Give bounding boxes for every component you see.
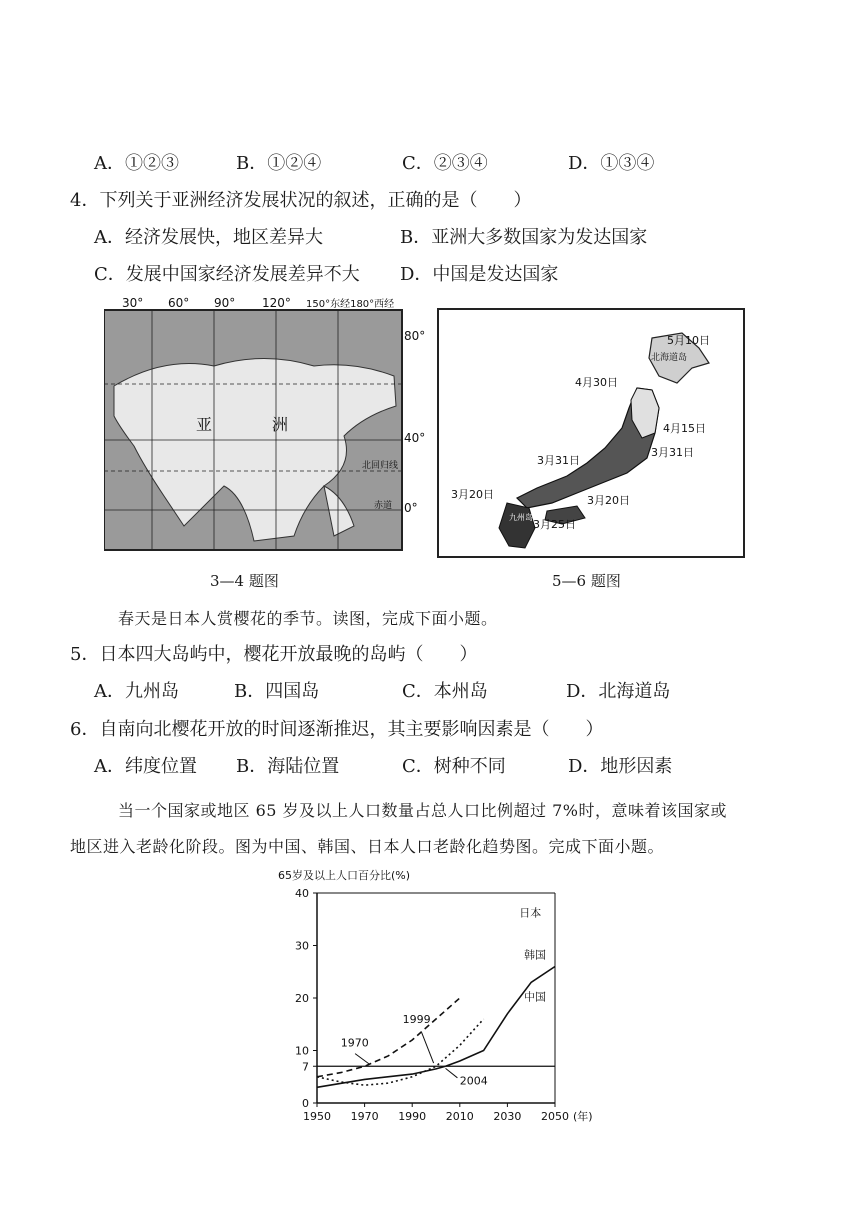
map1-right-label: 40° [404, 431, 426, 445]
japan-map [437, 308, 747, 560]
japan-label-mar31-east: 3月31日 [651, 446, 694, 459]
japan-label-hokkaido: 北海道岛 [651, 353, 688, 363]
q3-option-a: A．①②③ [94, 153, 179, 174]
map1-label-tropic: 北回归线 [362, 461, 399, 471]
intro-7-8-line2: 地区进入老龄化阶段。图为中国、韩国、日本人口老龄化趋势图。完成下面小题。 [70, 837, 665, 856]
q6-stem: 6．自南向北樱花开放的时间逐渐推迟，其主要影响因素是（ ） [70, 719, 604, 740]
map1-label-equator: 赤道 [374, 501, 393, 511]
intro-7-8-line1: 当一个国家或地区 65 岁及以上人口数量占总人口比例超过 7%时，意味着该国家或 [118, 801, 728, 820]
map1-top-label: 60° [168, 296, 190, 310]
q4-option-a: A．经济发展快，地区差异大 [94, 227, 323, 248]
y-tick-label: 7 [302, 1060, 309, 1074]
q5-option-b: B．四国岛 [234, 681, 320, 702]
q4-option-d: D．中国是发达国家 [400, 264, 559, 285]
x-axis-unit: (年) [573, 1110, 593, 1123]
aging-chart [270, 865, 610, 1130]
q3-option-b: B．①②④ [236, 153, 322, 174]
q6-option-c: C．树种不同 [402, 756, 506, 777]
x-tick-label: 2030 [493, 1110, 522, 1123]
japan-label-may10: 5月10日 [667, 334, 710, 347]
annotation-arrow-1999 [422, 1033, 434, 1063]
q4-option-b: B．亚洲大多数国家为发达国家 [400, 227, 648, 248]
map1-top-label: 150°东经180°西经 [306, 299, 395, 310]
map1-right-label: 0° [404, 501, 418, 515]
y-tick-label: 40 [295, 887, 309, 900]
japan-label-kyushu: 九州岛 [509, 513, 533, 522]
series-label-中国: 中国 [524, 990, 547, 1004]
chart-ylabel: 65岁及以上人口百分比(%) [278, 869, 411, 882]
map1-label-zhou: 洲 [272, 415, 289, 434]
q4-option-c: C．发展中国家经济发展差异不大 [94, 264, 360, 285]
map2-caption: 5—6 题图 [552, 572, 621, 590]
q6-option-a: A．纬度位置 [94, 756, 197, 777]
y-tick-label: 10 [295, 1044, 309, 1058]
q3-option-c: C．②③④ [402, 153, 488, 174]
q6-option-d: D．地形因素 [568, 756, 673, 777]
q5-option-d: D．北海道岛 [566, 681, 671, 702]
annotation-1970: 1970 [340, 1036, 369, 1050]
x-tick-label: 1970 [350, 1110, 379, 1123]
map1-caption: 3—4 题图 [210, 572, 279, 590]
asia-map [104, 296, 434, 554]
x-tick-label: 2010 [445, 1110, 474, 1123]
japan-label-mar20-east: 3月20日 [587, 494, 630, 507]
x-tick-label: 1990 [398, 1110, 427, 1123]
q3-option-d: D．①③④ [568, 153, 655, 174]
japan-label-mar20-west: 3月20日 [451, 488, 494, 501]
annotation-2004: 2004 [459, 1074, 488, 1088]
x-tick-label: 2050 [541, 1110, 569, 1123]
series-label-日本: 日本 [519, 906, 542, 920]
intro-5-6: 春天是日本人赏樱花的季节。读图，完成下面小题。 [118, 609, 498, 628]
q5-stem: 5．日本四大岛屿中，樱花开放最晚的岛屿（ ） [70, 644, 478, 665]
series-label-韩国: 韩国 [524, 948, 547, 962]
y-tick-label: 30 [295, 939, 309, 953]
x-tick-label: 1950 [303, 1110, 331, 1123]
q5-option-c: C．本州岛 [402, 681, 488, 702]
japan-label-mar31-west: 3月31日 [537, 454, 580, 467]
y-tick-label: 20 [295, 992, 309, 1005]
map1-top-label: 90° [214, 296, 236, 310]
y-tick-label: 0 [302, 1097, 309, 1110]
japan-label-apr30: 4月30日 [575, 376, 618, 389]
japan-label-apr15: 4月15日 [663, 422, 706, 435]
annotation-arrow-2004 [446, 1068, 458, 1077]
map1-label-ya: 亚 [196, 415, 213, 434]
map1-top-label: 30° [122, 296, 144, 310]
japan-label-mar25: 3月25日 [533, 518, 576, 531]
map1-right-label: 80° [404, 329, 426, 343]
map1-top-label: 120° [262, 296, 291, 310]
q5-option-a: A．九州岛 [94, 681, 179, 702]
series-line-中国 [317, 967, 555, 1088]
annotation-1999: 1999 [402, 1013, 431, 1027]
q4-stem: 4．下列关于亚洲经济发展状况的叙述，正确的是（ ） [70, 190, 532, 211]
annotation-arrow-1970 [355, 1054, 369, 1065]
q6-option-b: B．海陆位置 [236, 756, 340, 777]
